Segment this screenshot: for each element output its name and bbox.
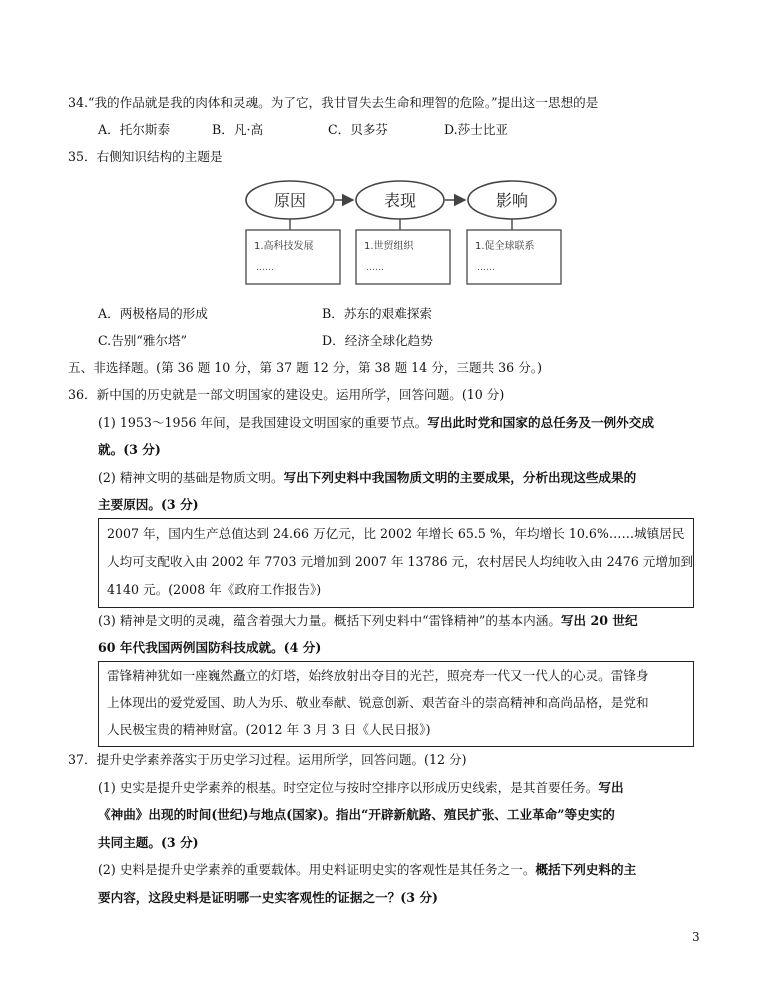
q34-option-b: B．凡·高 <box>212 122 264 137</box>
box2-line: 上体现出的爱党爱国、助人为乐、敬业奉献、锐意创新、艰苦奋斗的崇高精神和高尚品格，是党和 <box>107 695 649 710</box>
node-box-cause <box>246 230 340 284</box>
node-dots-impact: …… <box>477 263 495 273</box>
box2-line: 人民极宝贵的精神财富。(2012 年 3 月 3 日《人民日报》) <box>107 722 431 737</box>
q37-stem: 37．提升史学素养落实于历史学习过程。运用所学，回答问题。(12 分) <box>68 752 467 767</box>
q35-option-a: A．两极格局的形成 <box>98 306 208 321</box>
knowledge-structure-diagram <box>240 178 572 290</box>
node-item-impact: 1.促全球联系 <box>475 241 535 252</box>
q34-option-a: A．托尔斯泰 <box>98 122 171 137</box>
q35-option-c: C.告别“雅尔塔” <box>98 333 188 348</box>
q37-part1-line2: 《神曲》出现的时间(世纪)与地点(国家)。指出“开辟新航路、殖民扩张、工业革命”等史实的 <box>98 807 615 822</box>
q36-source-box-2 <box>98 661 694 747</box>
q36-part2-line1: (2) 精神文明的基础是物质文明。写出下列史料中我国物质文明的主要成果，分析出现这些成果的 <box>98 470 637 485</box>
q37-part2-line1: (2) 史料是提升史学素养的重要载体。用史料证明史实的客观性是其任务之一。概括下列史料的主 <box>98 862 637 877</box>
q35-option-d: D．经济全球化趋势 <box>322 333 433 348</box>
q34-option-d: D.莎士比亚 <box>444 122 509 137</box>
node-item-manifestation: 1.世贸组织 <box>364 241 414 252</box>
q35-option-b: B．苏东的艰难探索 <box>322 306 433 321</box>
q36-part3-line2: 60 年代我国两例国防科技成就。(4 分) <box>98 640 322 655</box>
q36-part3-line1: (3) 精神是文明的灵魂，蕴含着强大力量。概括下列史料中“雷锋精神”的基本内涵。写出 20 世纪 <box>98 613 638 628</box>
q36-part1-line2: 就。(3 分) <box>98 442 161 457</box>
node-item-cause: 1.高科技发展 <box>254 241 314 252</box>
node-title-cause: 原因 <box>273 191 307 210</box>
q36-source-box-1 <box>98 518 694 608</box>
q34-stem: 34.“我的作品就是我的肉体和灵魂。为了它，我甘冒失去生命和理智的危险。”提出这一思想的是 <box>68 95 599 110</box>
q36-part2-line2: 主要原因。(3 分) <box>98 497 199 512</box>
box1-line: 4140 元。(2008 年《政府工作报告》) <box>107 582 322 597</box>
box1-line: 2007 年，国内生产总值达到 24.66 万亿元，比 2002 年增长 65.5 %，年均增长 10.6%……城镇居民 <box>107 526 685 541</box>
q37-part1-line1: (1) 史实是提升史学素养的根基。时空定位与按时空排序以形成历史线索，是其首要任务。写出 <box>98 780 624 795</box>
q34-option-c: C．贝多芬 <box>328 122 389 137</box>
node-dots-manifestation: …… <box>366 263 384 273</box>
box2-line: 雷锋精神犹如一座巍然矗立的灯塔，始终放射出夺目的光芒，照亮寿一代又一代人的心灵。雷锋身 <box>107 668 649 683</box>
node-title-impact: 影响 <box>495 191 529 210</box>
node-box-impact <box>467 230 561 284</box>
node-title-manifestation: 表现 <box>383 191 417 210</box>
node-dots-cause: …… <box>256 263 274 273</box>
section-five-heading: 五、非选择题。(第 36 题 10 分，第 37 题 12 分，第 38 题 14 分，三题共 36 分。) <box>68 360 542 375</box>
node-box-manifestation <box>356 230 450 284</box>
q36-stem: 36．新中国的历史就是一部文明国家的建设史。运用所学，回答问题。(10 分) <box>68 387 505 402</box>
page-number: 3 <box>692 930 700 944</box>
q37-part1-line3: 共同主题。(3 分) <box>98 835 199 850</box>
q35-stem: 35．右侧知识结构的主题是 <box>68 149 223 164</box>
q36-part1-line1: (1) 1953～1956 年间，是我国建设文明国家的重要节点。写出此时党和国家的总任务及一例外交成 <box>98 415 654 430</box>
q37-part2-line2: 要内容，这段史料是证明哪一史实客观性的证据之一？(3 分) <box>98 890 438 905</box>
box1-line: 人均可支配收入由 2002 年 7703 元增加到 2007 年 13786 元，农村居民人均纯收入由 2476 元增加到 <box>107 554 694 569</box>
